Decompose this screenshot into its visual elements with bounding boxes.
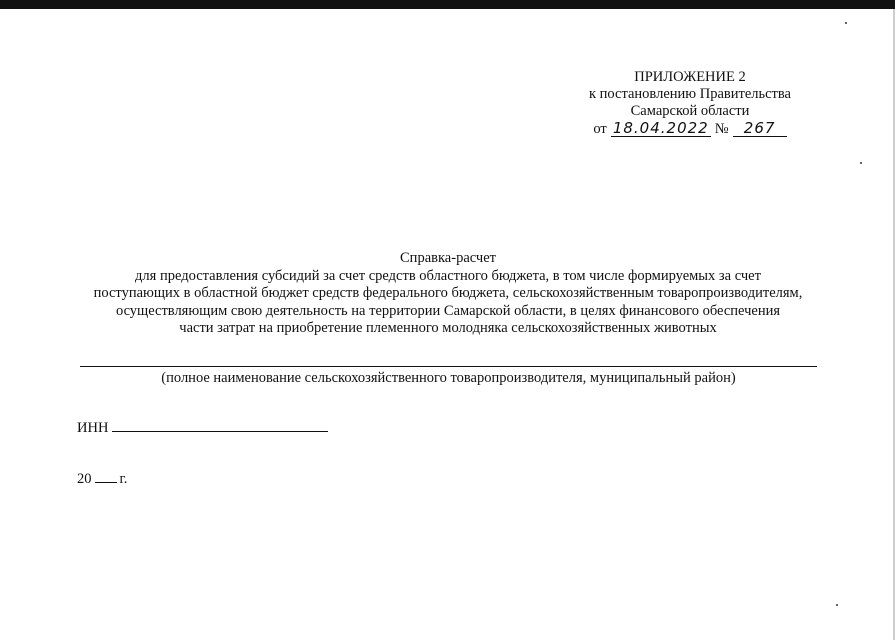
producer-name-line: [80, 366, 817, 367]
inn-label: ИНН: [77, 420, 109, 436]
number-label: №: [714, 121, 729, 137]
heading-line-4: части затрат на приобретение племенного молодняка сельскохозяйственных животных: [179, 320, 717, 336]
year-prefix: 20: [77, 471, 92, 487]
appendix-line-2: Самарской области: [630, 103, 750, 119]
document-heading: [60, 250, 836, 338]
from-label: от: [593, 121, 607, 137]
inn-blank: [112, 419, 328, 432]
producer-caption: (полное наименование сельскохозяйственного товаропроизводителя, муниципальный район): [161, 370, 736, 386]
appendix-date-line: [593, 120, 786, 138]
inn-field: [77, 419, 328, 437]
year-suffix: г.: [119, 471, 128, 487]
scan-top-border: [0, 0, 895, 9]
appendix-title: ПРИЛОЖЕНИЕ 2: [634, 69, 746, 85]
handwritten-date: 18.04.2022: [611, 120, 711, 137]
scan-speck: [845, 22, 847, 24]
scan-speck: [836, 604, 838, 606]
handwritten-number: 267: [733, 120, 787, 137]
scan-speck: [860, 162, 862, 164]
year-field: [77, 470, 127, 488]
heading-line-1: для предоставления субсидий за счет средств областного бюджета, в том числе формируемых за счет: [135, 267, 761, 284]
heading-line-2: поступающих в областной бюджет средств федерального бюджета, сельскохозяйственным товаропроизводителям,: [93, 285, 803, 301]
heading-title: Справка-расчет: [400, 250, 496, 266]
year-blank: [95, 470, 117, 483]
appendix-block: [560, 69, 820, 138]
heading-line-3: осуществляющим свою деятельность на территории Самарской области, в целях финансового обеспечения: [115, 302, 781, 319]
appendix-line-1: к постановлению Правительства: [589, 86, 791, 102]
